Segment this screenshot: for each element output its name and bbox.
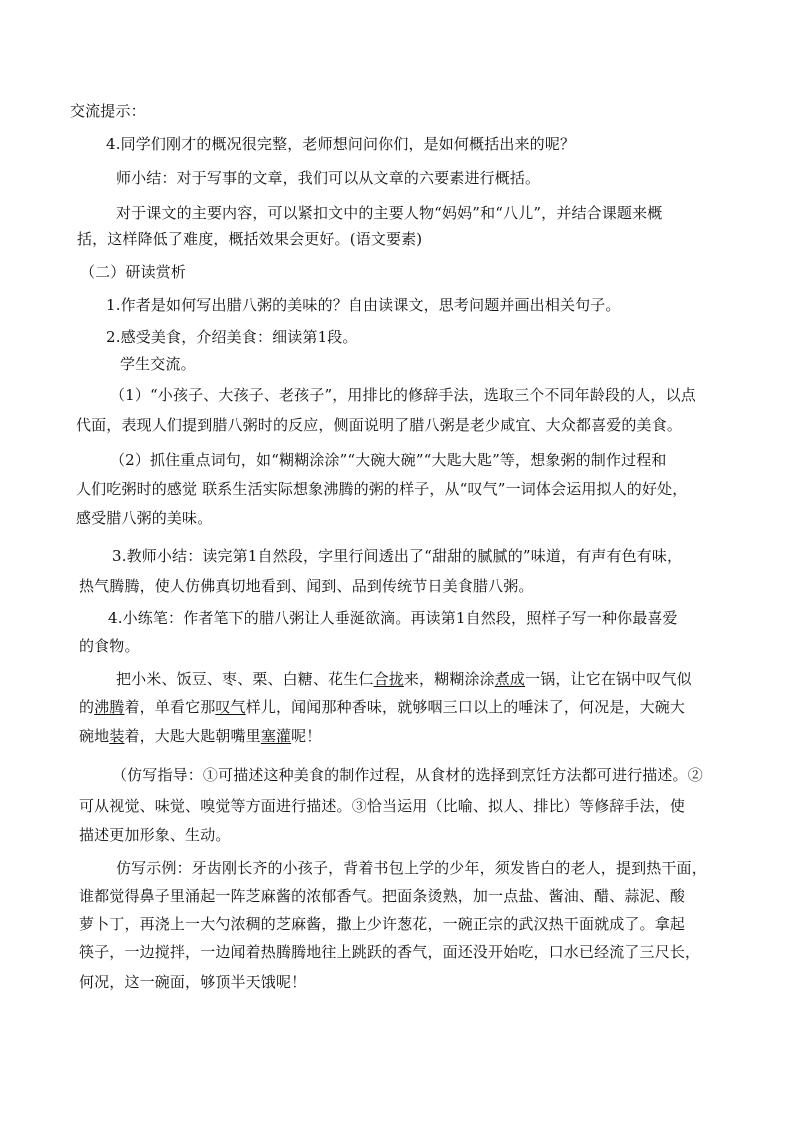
text-line: 2.感受美食，介绍美食：细读第1段。	[106, 328, 358, 346]
text-line: （仿写指导：①可描述这种美食的制作过程，从食材的选择到烹饪方法都可进行描述。②	[112, 766, 703, 784]
text-line: 的食物。	[79, 637, 140, 655]
passage-text: 一锅，让它在锅中叹气似	[525, 670, 692, 688]
text-line: 对于课文的主要内容，可以紧扣文中的主要人物“妈妈”和“八儿”，并结合课题来概	[116, 204, 663, 222]
text-line: 4.同学们刚才的概况很完整，老师想问问你们，是如何概括出来的呢？	[106, 135, 576, 153]
text-line: 人们吃粥时的感觉 联系生活实际想象沸腾的粥的样子，从“叹气”一词体会运用拟人的好处，	[76, 480, 688, 498]
text-line: 交流提示：	[70, 102, 146, 120]
passage-text: 样儿，闻闻那种香味，就够咽三口以上的唾沫了，何况是，大碗大	[245, 698, 686, 716]
text-line: 师小结：对于写事的文章，我们可以从文章的六要素进行概括。	[116, 169, 541, 187]
section-heading: （二）研读赏析	[80, 263, 187, 281]
underlined-word: 叹气	[215, 698, 246, 716]
text-line: 筷子，一边搅拌，一边闻着热腾腾地往上跳跃的香气，面还没开始吃，口水已经流了三尺长，	[79, 943, 701, 961]
passage-text: 碗地	[79, 727, 110, 745]
text-line: （2）抓住重点词句，如“糊糊涂涂”“大碗大碗”“大匙大匙”等，想象粥的制作过程和	[110, 451, 667, 469]
passage-text: 的	[79, 698, 95, 716]
passage-text: 来，糊糊涂涂	[403, 670, 495, 688]
underlined-word: 沸腾	[94, 698, 125, 716]
text-line: 谁都觉得鼻子里涌起一阵芝麻酱的浓郁香气。把面条烫熟，加一点盐、酱油、醋、蒜泥、酸	[79, 887, 686, 905]
passage-text: 着，大匙大匙朝嘴里	[124, 727, 261, 745]
passage-text: 着，单看它那	[124, 698, 216, 716]
text-line: 何况，这一碗面，够顶半天饿呢！	[79, 973, 307, 991]
passage-text: 把小米、饭豆、枣、栗、白糖、花生仁	[116, 670, 374, 688]
text-line: 代面，表现人们提到腊八粥时的反应，侧面说明了腊八粥是老少咸宜、大众都喜爱的美食。	[76, 416, 683, 434]
text-line: 3.教师小结：读完第1自然段，字里行间透出了“甜甜的腻腻的”味道，有声有色有味，	[112, 547, 683, 565]
passage-line	[79, 697, 685, 717]
text-line: 热气腾腾，使人仿佛真切地看到、闻到、品到传统节日美食腊八粥。	[79, 577, 534, 595]
underlined-word: 煮成	[494, 670, 526, 688]
text-line: （1）“小孩子、大孩子、老孩子”，用排比的修辞手法，选取三个不同年龄段的人，以点	[110, 386, 696, 404]
underlined-word: 塞灌	[260, 727, 292, 745]
passage-line	[79, 726, 321, 746]
text-line: 可从视觉、味觉、嗅觉等方面进行描述。③恰当运用（比喻、拟人、排比）等修辞手法，使	[79, 797, 686, 815]
passage-text: 呢！	[291, 727, 322, 745]
underlined-word: 装	[109, 727, 125, 745]
text-line: 仿写示例：牙齿刚长齐的小孩子，背着书包上学的少年，须发皆白的老人，提到热干面，	[116, 859, 707, 877]
passage-line	[116, 669, 692, 689]
text-line: 萝卜丁，再浇上一大勺浓稠的芝麻酱，撒上少许葱花，一碗正宗的武汉热干面就成了。拿起	[79, 915, 686, 933]
text-line: 括，这样降低了难度，概括效果会更好。(语文要素)	[77, 230, 423, 248]
text-line: 描述更加形象、生动。	[79, 826, 231, 844]
underlined-word: 合拢	[373, 670, 404, 688]
text-line: 4.小练笔：作者笔下的腊八粥让人垂涎欲滴。再读第1自然段，照样子写一种你最喜爱	[108, 609, 678, 627]
text-line: 学生交流。	[120, 355, 196, 373]
text-line: 1.作者是如何写出腊八粥的美味的？自由读课文，思考问题并画出相关句子。	[106, 296, 621, 314]
text-line: 感受腊八粥的美味。	[76, 509, 213, 527]
